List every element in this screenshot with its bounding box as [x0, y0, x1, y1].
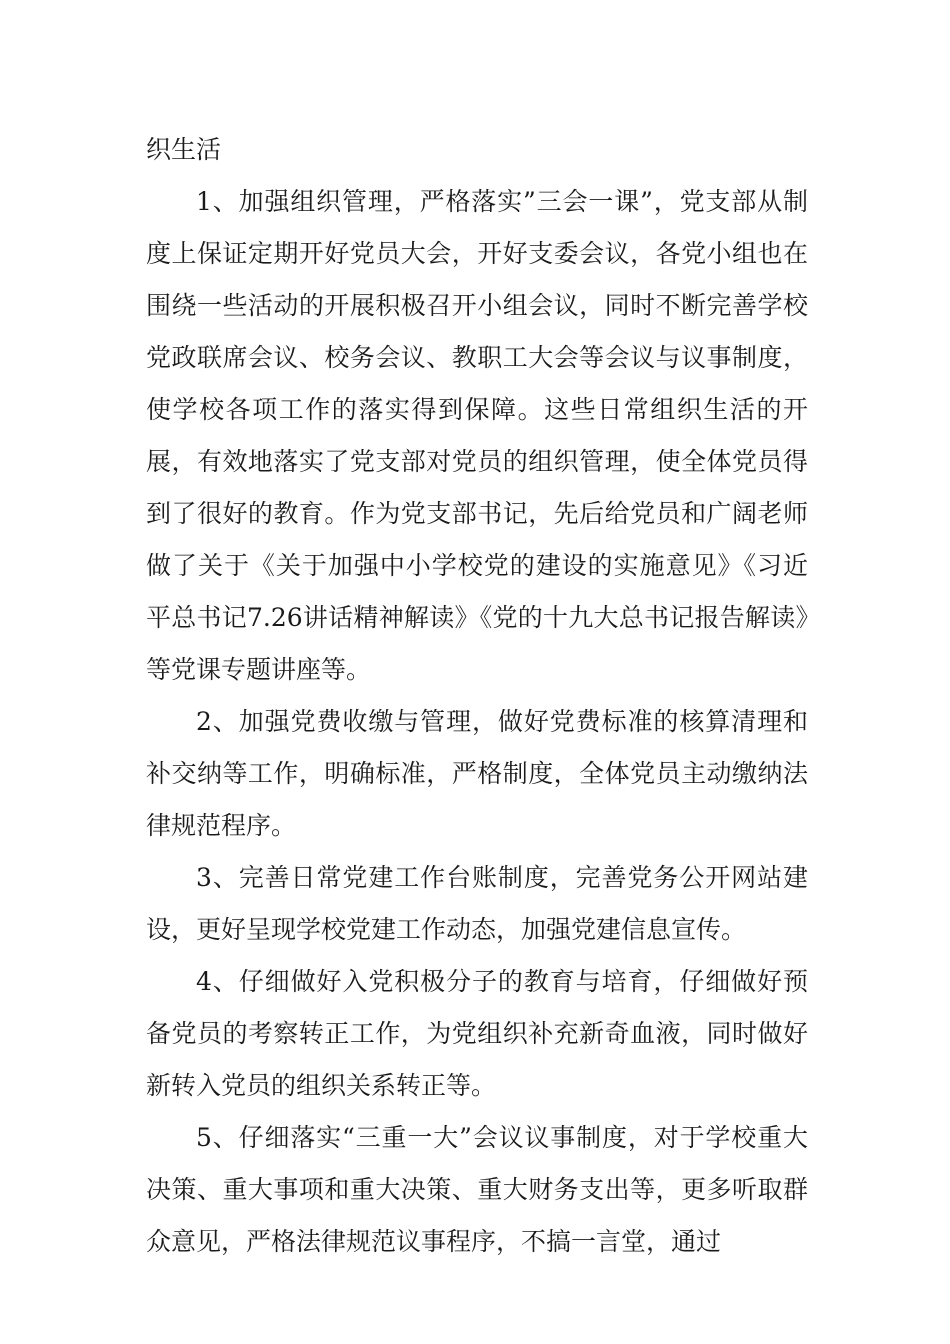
paragraph-continuation: 织生活: [146, 135, 222, 164]
paragraph-item-2: 2、加强党费收缴与管理，做好党费标准的核算清理和补交纳等工作，明确标准，严格制度，全体党员主动缴纳法律规范程序。: [146, 707, 808, 840]
paragraph-item-1: 1、加强组织管理，严格落实”三会一课”，党支部从制度上保证定期开好党员大会，开好支委会议，各党小组也在围绕一些活动的开展积极召开小组会议，同时不断完善学校党政联席会议、校务会议、教职工大会等会议与议事制度，使学校各项工作的落实得到保障。这些日常组织生活的开展，有效地落实了党支部对党员的组织管理，使全体党员得到了很好的教育。作为党支部书记，先后给党员和广阔老师做了关于《关于加强中小学校党的建设的实施意见》《习近平总书记7.26讲话精神解读》《党的十九大总书记报告解读》等党课专题讲座等。: [146, 187, 808, 684]
paragraph-item-3: 3、完善日常党建工作台账制度，完善党务公开网站建设，更好呈现学校党建工作动态，加强党建信息宣传。: [146, 863, 808, 944]
paragraph-item-4: 4、仔细做好入党积极分子的教育与培育，仔细做好预备党员的考察转正工作，为党组织补充新奇血液，同时做好新转入党员的组织关系转正等。: [146, 967, 808, 1100]
document-body: [146, 124, 808, 1268]
paragraph-item-5: 5、仔细落实“三重一大”会议议事制度，对于学校重大决策、重大事项和重大决策、重大财务支出等，更多听取群众意见，严格法律规范议事程序，不搞一言堂，通过: [146, 1123, 808, 1256]
